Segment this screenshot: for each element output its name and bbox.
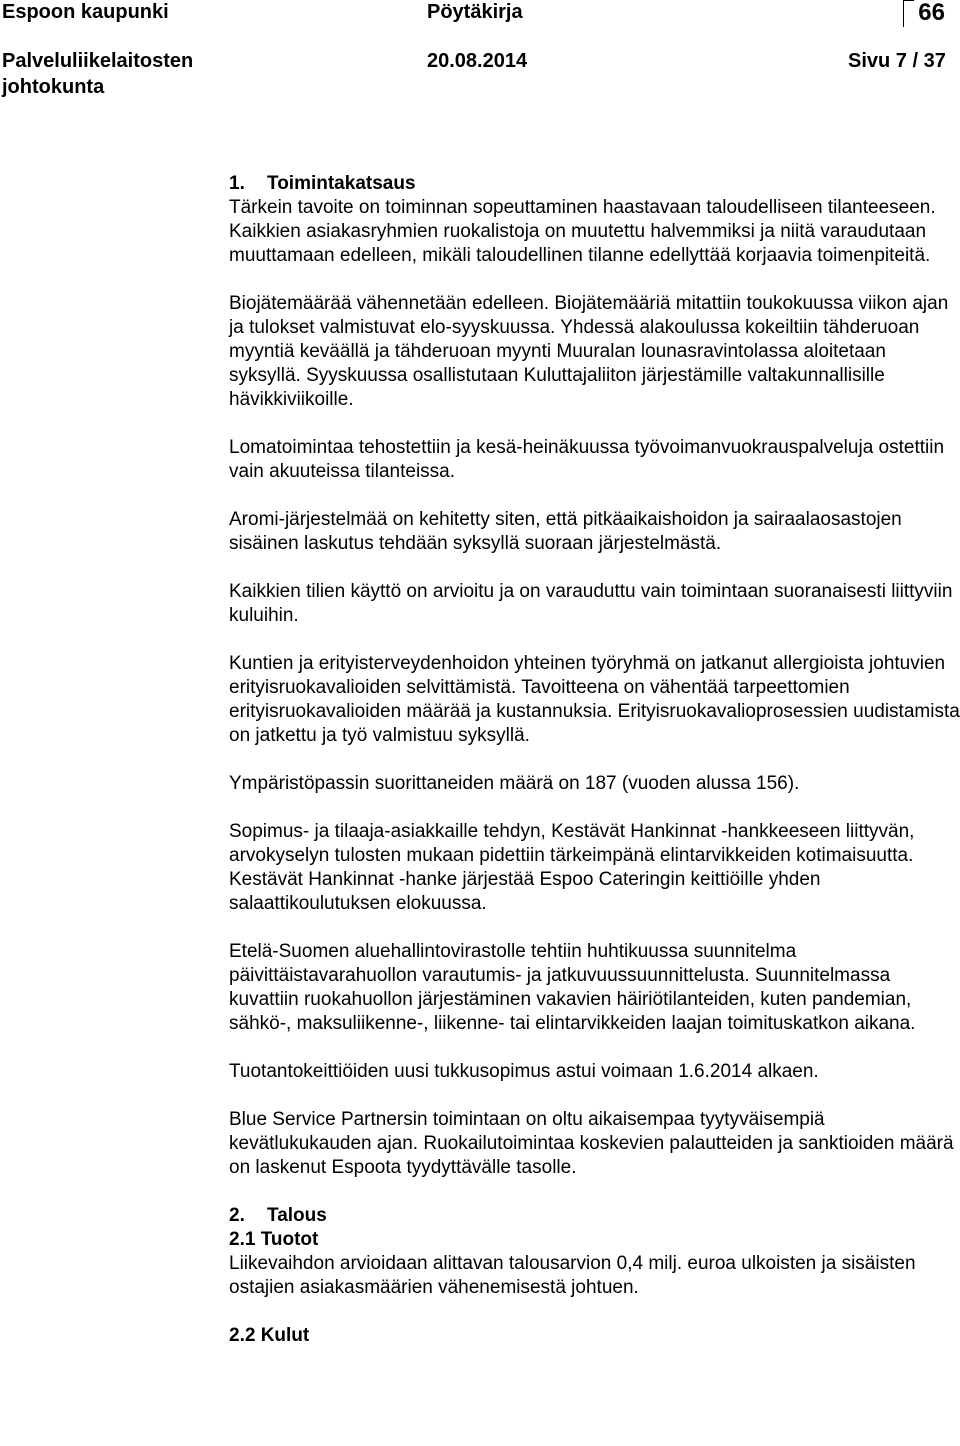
paragraph-preparedness: Etelä-Suomen aluehallintovirastolle tehtiin huhtikuussa suunnitelma päivittäistavarahuollon varautumis- ja jatkuvuussuunnittelusta. Suunnitelmassa kuvattiin ruokahuollon järjestäminen vakavien häiriötilanteiden, kuten pandemian, sähkö-, maksuliikenne-, liikenne- tai elintarvikkeiden laajan toimituskatkon aikana. <box>229 941 916 1034</box>
paragraph-blue-service: Blue Service Partnersin toimintaan on oltu aikaisempaa tyytyväisempiä kevätlukukauden ajan. Ruokailutoimintaa koskevien palautteiden ja sanktioiden määrä on laskenut Espoota tyydyttävälle tasolle. <box>229 1109 954 1178</box>
paragraph-revenue: Liikevaihdon arvioidaan alittavan talousarvion 0,4 milj. euroa ulkoisten ja sisäisten ostajien asiakasmäärien vähenemisestä johtuen. <box>229 1253 916 1298</box>
organization-name: Espoon kaupunki <box>2 1 169 23</box>
paragraph-holidays: Lomatoimintaa tehostettiin ja kesä-heinäkuussa työvoimanvuokrauspalveluja ostettiin vain akuuteissa tilanteissa. <box>229 437 945 482</box>
section-2-title: Talous <box>267 1205 327 1226</box>
page-number: Sivu 7 / 37 <box>848 50 946 72</box>
section-2-2-heading: 2.2 Kulut <box>229 1325 310 1346</box>
section-1-heading <box>229 172 960 196</box>
paragraph-wholesale-agreement: Tuotantokeittiöiden uusi tukkusopimus astui voimaan 1.6.2014 alkaen. <box>229 1061 819 1082</box>
paragraph-environment-passport: Ympäristöpassin suorittaneiden määrä on 187 (vuoden alussa 156). <box>229 773 800 794</box>
document-body <box>229 172 960 1348</box>
section-1-title: Toimintakatsaus <box>267 173 416 194</box>
paragraph-biowaste: Biojätemäärää vähennetään edelleen. Biojätemääriä mitattiin toukokuussa viikon ajan ja tulokset valmistuvat elo-syyskuussa. Yhdessä alakoulussa kokeiltiin tähderuoan myyntiä keväällä ja tähderuoan myynti Muuralan lounasravintolassa aloitetaan syksyllä. Syyskuussa osallistutaan Kuluttajaliiton järjestämille valtakunnallisille hävikkiviikoille. <box>229 293 949 410</box>
paragraph-accounts: Kaikkien tilien käyttö on arvioitu ja on varauduttu vain toimintaan suoranaisesti liittyviin kuluihin. <box>229 581 953 626</box>
paragraph-special-diets: Kuntien ja erityisterveydenhoidon yhteinen työryhmä on jatkanut allergioista johtuvien erityisruokavalioiden selvittämistä. Tavoitteena on vähentää tarpeettomien erityisruokavalioiden määrää ja kustannuksia. Erityisruokavalioprosessien uudistamista on jatkettu ja työ valmistuu syksyllä. <box>229 653 960 746</box>
paragraph-aromi: Aromi-järjestelmää on kehitetty siten, että pitkäaikaishoidon ja sairaalaosastojen sisäinen laskutus tehdään syksyllä suoraan järjestelmästä. <box>229 509 902 554</box>
section-2-number: 2. <box>229 1205 245 1226</box>
paragraph-sustainable-procurement: Sopimus- ja tilaaja-asiakkaille tehdyn, Kestävät Hankinnat -hankkeeseen liittyvän, arvokyselyn tulosten mukaan pidettiin tärkeimpänä elintarvikkeiden kotimaisuutta. Kestävät Hankinnat -hanke järjestää Espoo Cateringin keittiöille yhden salaattikoulutuksen elokuussa. <box>229 821 915 914</box>
section-number: 66 <box>918 0 945 26</box>
section-number-box <box>903 0 951 26</box>
section-1-number: 1. <box>229 173 245 194</box>
section-2-heading <box>229 1204 960 1228</box>
meeting-date: 20.08.2014 <box>427 50 528 72</box>
committee-name: Palveluliikelaitosten johtokunta <box>2 50 194 98</box>
paragraph-intro: Tärkein tavoite on toiminnan sopeuttaminen haastavaan taloudelliseen tilanteeseen. Kaikkien asiakasryhmien ruokalistoja on muutettu halvemmiksi ja niitä varaudutaan muuttamaan edelleen, mikäli taloudellinen tilanne edellyttää korjaavia toimenpiteitä. <box>229 197 936 266</box>
document-type: Pöytäkirja <box>427 1 523 23</box>
section-2-1-heading: 2.1 Tuotot <box>229 1229 319 1250</box>
section-number-corner <box>903 0 914 27</box>
